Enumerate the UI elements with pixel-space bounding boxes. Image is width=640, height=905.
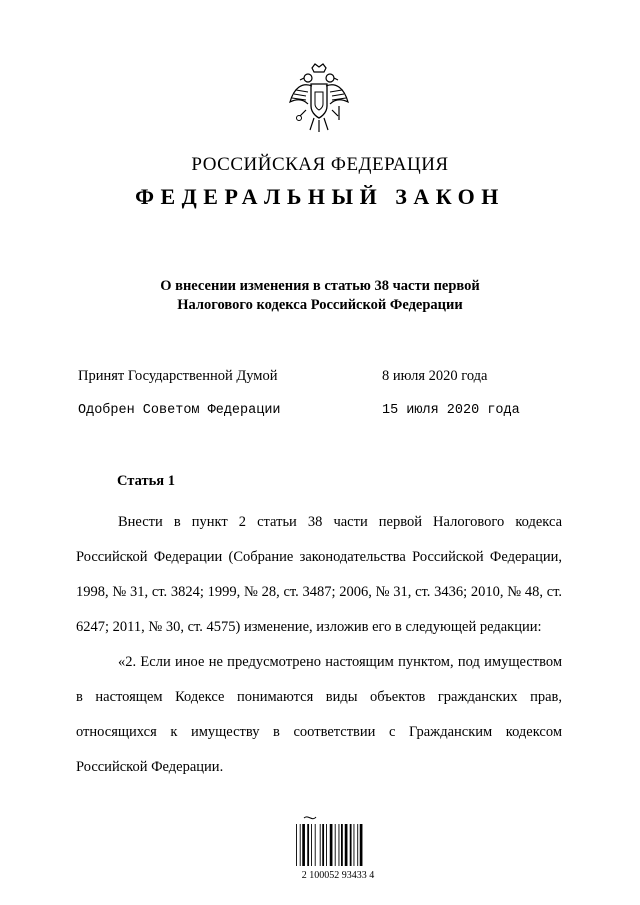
coat-of-arms-icon <box>286 62 352 136</box>
signature-mark <box>304 817 316 819</box>
document-title-line-2: Налогового кодекса Российской Федерации <box>177 297 463 313</box>
document-type: ФЕДЕРАЛЬНЫЙ ЗАКОН <box>135 184 505 209</box>
council-approval-label: Одобрен Советом Федерации <box>78 403 281 418</box>
article-body <box>76 505 562 785</box>
document-title <box>0 277 640 315</box>
document-title-line-1: О внесении изменения в статью 38 части первой <box>160 278 480 294</box>
article-heading: Статья 1 <box>117 473 175 489</box>
duma-adoption-label: Принят Государственной Думой <box>78 368 278 384</box>
council-approval-date: 15 июля 2020 года <box>382 403 520 418</box>
country-name: РОССИЙСКАЯ ФЕДЕРАЦИЯ <box>191 154 449 175</box>
duma-adoption-date: 8 июля 2020 года <box>382 368 488 384</box>
article-paragraph-2: «2. Если иное не предусмотрено настоящим пунктом, под имуществом в настоящем Кодексе понимаются виды объектов гражданских прав, относящихся к имуществу в соответствии с Гражданским кодексом Российской Федерации. <box>76 654 562 775</box>
barcode-number: 2 100052 93433 4 <box>301 870 375 881</box>
article-paragraph-1: Внести в пункт 2 статьи 38 части первой Налогового кодекса Российской Федерации (Собрание законодательства Российской Федерации, 1998, № 31, ст. 3824; 1999, № 28, ст. 3487; 2006, № 31, ст. 3436; 2010, № 48, ст. 6247; 2011, № 30, ст. 4575) изменение, изложив его в следующей редакции: <box>76 514 562 635</box>
barcode <box>288 812 388 882</box>
